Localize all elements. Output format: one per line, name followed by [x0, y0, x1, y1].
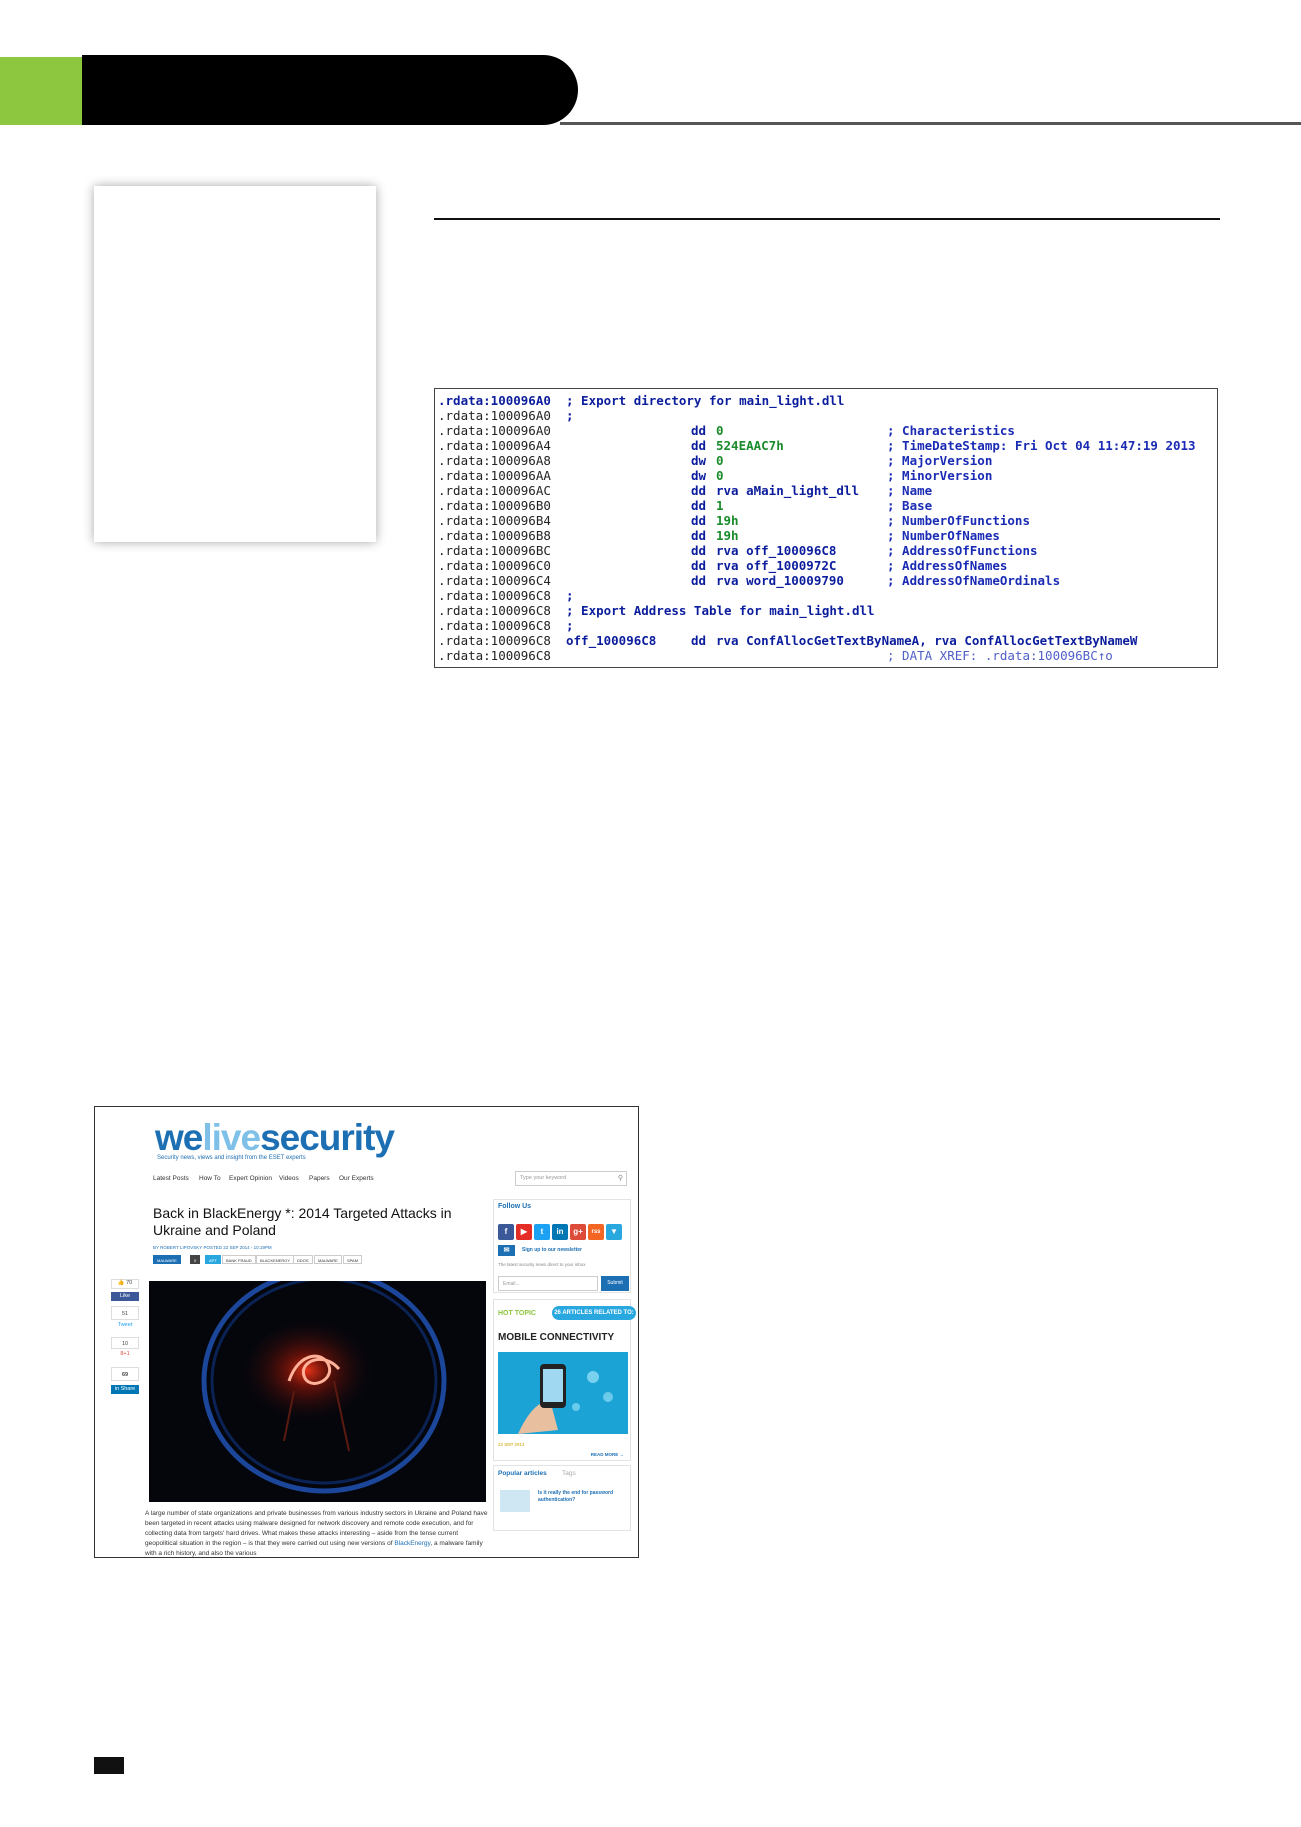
- code-opcode: dd: [691, 573, 707, 588]
- linkedin-icon[interactable]: in: [552, 1224, 568, 1240]
- hot-topic-badge: 26 ARTICLES RELATED TO:: [552, 1306, 636, 1320]
- page-number-marker: [94, 1757, 124, 1774]
- hot-topic-title[interactable]: MOBILE CONNECTIVITY: [498, 1332, 615, 1343]
- code-opcode: dw: [691, 468, 707, 483]
- code-address: .rdata:100096A0: [438, 423, 551, 438]
- code-opcode: dw: [691, 453, 707, 468]
- nav-expert-opinion[interactable]: Expert Opinion: [229, 1175, 272, 1182]
- code-label: off_100096C8: [566, 633, 657, 648]
- newsletter-subtext: The latest security news direct to your inbox: [498, 1262, 586, 1267]
- code-comment: ; AddressOfFunctions: [887, 543, 1038, 558]
- article-title: Back in BlackEnergy *: 2014 Targeted Attacks in Ukraine and Poland: [153, 1205, 452, 1238]
- linkedin-share-button[interactable]: in Share: [111, 1385, 139, 1394]
- comment-count-badge[interactable]: 0: [190, 1255, 200, 1264]
- code-address: .rdata:100096C8: [438, 588, 551, 603]
- hot-topic-panel: [493, 1299, 634, 1461]
- code-operand: rva aMain_light_dll: [716, 483, 859, 498]
- gplus-count: 10: [111, 1337, 139, 1349]
- phone-illustration: [498, 1352, 628, 1434]
- code-comment: ; DATA XREF: .rdata:100096BC↑o: [887, 648, 1113, 663]
- twitter-icon[interactable]: t: [534, 1224, 550, 1240]
- newsletter-email-input[interactable]: Email...: [498, 1276, 598, 1291]
- tweet-button[interactable]: Tweet: [111, 1322, 139, 1331]
- facebook-icon[interactable]: f: [498, 1224, 514, 1240]
- article-image-lightbulb: [149, 1281, 486, 1502]
- code-operand: 1: [716, 498, 724, 513]
- code-address: .rdata:100096B4: [438, 513, 551, 528]
- rss-icon[interactable]: rss: [588, 1224, 604, 1240]
- code-operand: 0: [716, 468, 724, 483]
- like-count: 👍 70: [111, 1279, 139, 1289]
- tag-malware-2[interactable]: MALWARE: [314, 1255, 342, 1264]
- hot-topic-date: 22 SEP 2014: [498, 1442, 525, 1447]
- code-opcode: dd: [691, 513, 707, 528]
- code-label: ; Export Address Table for main_light.dll: [566, 603, 875, 618]
- code-address: .rdata:100096C8: [438, 618, 551, 633]
- code-opcode: dd: [691, 633, 707, 648]
- code-address: .rdata:100096A0: [438, 408, 551, 423]
- nav-videos[interactable]: Videos: [279, 1175, 299, 1182]
- googleplus-icon[interactable]: g+: [570, 1224, 586, 1240]
- code-opcode: dd: [691, 483, 707, 498]
- code-operand: 0: [716, 453, 724, 468]
- tag-ddos[interactable]: DDOS: [293, 1255, 313, 1264]
- lightbulb-illustration: [149, 1281, 486, 1502]
- article-rule: [434, 218, 1220, 220]
- follow-us-title: Follow Us: [498, 1203, 532, 1210]
- newsletter-signup[interactable]: ✉ Sign up to our newsletter: [498, 1247, 582, 1253]
- code-address: .rdata:100096BC: [438, 543, 551, 558]
- code-opcode: dd: [691, 528, 707, 543]
- code-address: .rdata:100096C4: [438, 573, 551, 588]
- tab-tags[interactable]: Tags: [562, 1470, 576, 1477]
- tag-bank-fraud[interactable]: BANK FRAUD: [222, 1255, 256, 1264]
- code-opcode: dd: [691, 558, 707, 573]
- code-listing: [434, 388, 1218, 668]
- website-screenshot: [94, 1106, 639, 1558]
- code-comment: ; Base: [887, 498, 933, 513]
- youtube-icon[interactable]: ▶: [516, 1224, 532, 1240]
- code-opcode: dd: [691, 498, 707, 513]
- code-operand: rva off_100096C8: [716, 543, 837, 558]
- site-tagline: Security news, views and insight from the ESET experts: [157, 1155, 306, 1161]
- code-comment: ; MinorVersion: [887, 468, 993, 483]
- code-header-comment: ; Export directory for main_light.dll: [566, 393, 845, 408]
- code-operand: rva ConfAllocGetTextByNameA, rva ConfAllocGetTextByNameW: [716, 633, 1138, 648]
- site-search-input[interactable]: Type your keyword ⚲: [515, 1171, 627, 1186]
- code-address: .rdata:100096AA: [438, 468, 551, 483]
- code-address: .rdata:100096AC: [438, 483, 551, 498]
- popular-article-title[interactable]: Is it really the end for password authentication?: [538, 1490, 614, 1503]
- site-logo: welivesecurity: [155, 1117, 394, 1158]
- code-comment: ; AddressOfNameOrdinals: [887, 573, 1061, 588]
- tag-spam[interactable]: SPAM: [343, 1255, 362, 1264]
- linkedin-count: 69: [111, 1367, 139, 1381]
- gplus-button[interactable]: 8+1: [111, 1351, 139, 1360]
- code-operand: rva off_1000972C: [716, 558, 837, 573]
- code-address: .rdata:100096C0: [438, 558, 551, 573]
- tweet-count: 51: [111, 1306, 139, 1320]
- code-comment: ; NumberOfFunctions: [887, 513, 1030, 528]
- blackenergy-link[interactable]: BlackEnergy: [394, 1540, 431, 1547]
- code-address: .rdata:100096A4: [438, 438, 551, 453]
- sidebar-box: [94, 186, 376, 542]
- nav-our-experts[interactable]: Our Experts: [339, 1175, 374, 1182]
- code-opcode: dd: [691, 543, 707, 558]
- code-address: .rdata:100096A0: [438, 393, 551, 408]
- code-address: .rdata:100096B8: [438, 528, 551, 543]
- code-operand: 19h: [716, 513, 739, 528]
- article-byline: BY ROBERT LIPOVSKY POSTED 22 SEP 2014 - 10:19PM: [153, 1245, 272, 1250]
- code-comment: ; AddressOfNames: [887, 558, 1008, 573]
- search-icon: ⚲: [617, 1175, 623, 1182]
- read-more-link[interactable]: READ MORE →: [590, 1452, 624, 1457]
- code-label: ;: [566, 618, 574, 633]
- header-rule: [560, 122, 1301, 125]
- code-address: .rdata:100096C8: [438, 603, 551, 618]
- follow-us-panel: [493, 1199, 631, 1293]
- newsletter-submit-button[interactable]: Submit: [601, 1276, 629, 1291]
- code-opcode: dd: [691, 438, 707, 453]
- article-body: A large number of state organizations and private businesses from various industry sectors in Ukraine and Poland have been targeted in recent attacks using malware designed for network discovery and remote code execution, and for collecting data from targets' hard drives. What makes these attacks interesting – aside from the tense current geopolitical situation in the region – is that they were carried out using new versions of BlackEnergy, a malware family with a rich history, and also the various: [145, 1510, 488, 1557]
- code-comment: ; Name: [887, 483, 933, 498]
- nav-papers[interactable]: Papers: [309, 1175, 330, 1182]
- code-address: .rdata:100096A8: [438, 453, 551, 468]
- popular-article-thumbnail[interactable]: [500, 1490, 530, 1512]
- code-comment: ; Characteristics: [887, 423, 1015, 438]
- code-operand: 524EAAC7h: [716, 438, 784, 453]
- code-operand: 19h: [716, 528, 739, 543]
- eset-icon[interactable]: ▼: [606, 1224, 622, 1240]
- code-label: ;: [566, 588, 574, 603]
- code-address: .rdata:100096C8: [438, 648, 551, 663]
- tag-apt[interactable]: APT: [205, 1255, 221, 1264]
- hot-topic-label: HOT TOPIC: [498, 1310, 536, 1317]
- section-header-bar: [82, 55, 578, 125]
- code-operand: rva word_10009790: [716, 573, 844, 588]
- nav-how-to[interactable]: How To: [199, 1175, 221, 1182]
- code-comment: ; MajorVersion: [887, 453, 993, 468]
- code-comment: ; TimeDateStamp: Fri Oct 04 11:47:19 2013: [887, 438, 1196, 453]
- hot-topic-image[interactable]: [498, 1352, 628, 1434]
- code-comment: ; NumberOfNames: [887, 528, 1000, 543]
- tag-blackenergy[interactable]: BLACKENERGY: [256, 1255, 294, 1264]
- tab-popular-articles[interactable]: Popular articles: [498, 1470, 547, 1477]
- nav-latest-posts[interactable]: Latest Posts: [153, 1175, 189, 1182]
- section-color-tab: [0, 57, 92, 125]
- code-label: ;: [566, 408, 574, 423]
- facebook-like-button[interactable]: Like: [111, 1292, 139, 1301]
- tag-malware[interactable]: MALWARE: [153, 1255, 181, 1264]
- code-address: .rdata:100096C8: [438, 633, 551, 648]
- envelope-icon: ✉: [498, 1245, 515, 1256]
- popular-panel: [493, 1465, 631, 1531]
- code-address: .rdata:100096B0: [438, 498, 551, 513]
- code-operand: 0: [716, 423, 724, 438]
- code-opcode: dd: [691, 423, 707, 438]
